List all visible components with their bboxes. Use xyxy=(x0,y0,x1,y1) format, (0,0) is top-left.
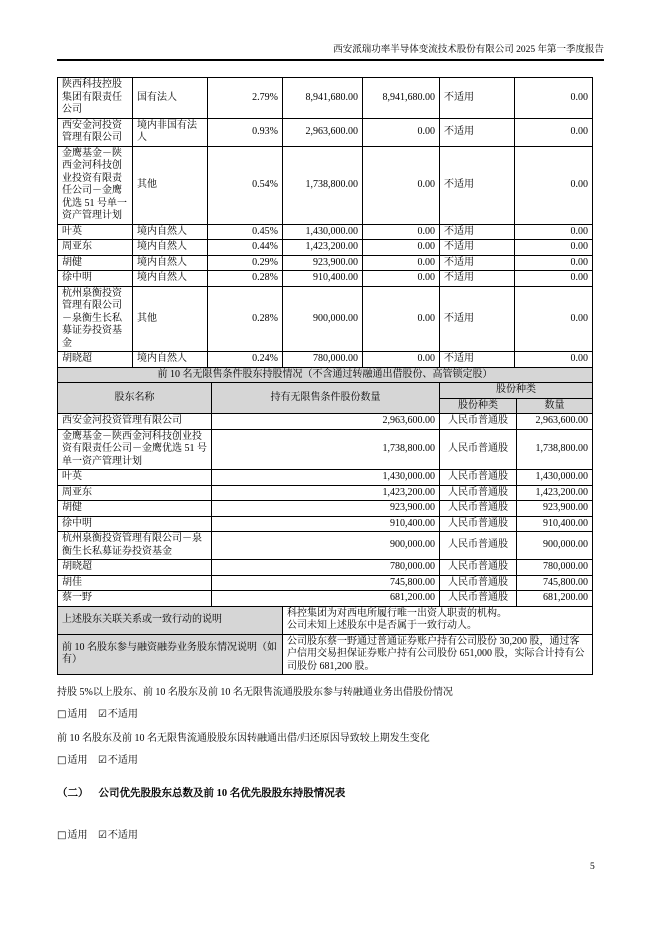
share-class-cell: 人民币普通股 xyxy=(440,575,517,591)
shareholder-name-cell: 徐中明 xyxy=(58,271,133,287)
applicable-label: 适用 xyxy=(67,755,88,766)
unrestricted-shareholders-table xyxy=(57,367,593,607)
share-class-quantity-cell: 1,423,200.00 xyxy=(517,485,593,501)
shareholding-ratio-cell: 0.45% xyxy=(208,224,283,240)
pledge-quantity-cell: 0.00 xyxy=(515,271,593,287)
checkbox-unchecked-icon: □ xyxy=(57,755,67,766)
table-row xyxy=(58,591,593,607)
pledge-quantity-cell: 0.00 xyxy=(515,352,593,368)
share-class-quantity-cell: 745,800.00 xyxy=(517,575,593,591)
shareholder-nature-cell: 境内自然人 xyxy=(133,240,208,256)
col-header-share-quantity: 数量 xyxy=(517,398,593,414)
pledge-quantity-cell: 0.00 xyxy=(515,255,593,271)
table-row xyxy=(58,146,593,224)
section-title-row xyxy=(58,367,593,383)
note-content-line: 科控集团为对西电所履行唯一出资人职责的机构。 xyxy=(287,607,507,619)
applicability-row xyxy=(57,829,604,842)
unrestricted-shares-cell: 900,000.00 xyxy=(212,532,440,560)
shareholder-name-cell: 胡健 xyxy=(58,501,212,517)
unrestricted-shares-cell: 1,430,000.00 xyxy=(212,470,440,486)
share-class-quantity-cell: 1,430,000.00 xyxy=(517,470,593,486)
shareholder-nature-cell: 国有法人 xyxy=(133,78,208,119)
shares-held-cell: 2,963,600.00 xyxy=(283,118,363,146)
shareholder-name-cell: 叶英 xyxy=(58,224,133,240)
table-row xyxy=(58,271,593,287)
share-class-quantity-cell: 900,000.00 xyxy=(517,532,593,560)
col-header-shareholder-name: 股东名称 xyxy=(58,383,212,414)
applicable-label: 适用 xyxy=(67,830,88,841)
share-class-quantity-cell: 1,738,800.00 xyxy=(517,429,593,470)
table-row xyxy=(58,532,593,560)
shareholder-name-cell: 杭州泉衡投资管理有限公司－泉衡生长私募证券投资基金 xyxy=(58,286,133,352)
not-applicable-label: 不适用 xyxy=(107,709,138,720)
section-title: 前 10 名无限售条件股东持股情况（不含通过转融通出借股份、高管锁定股） xyxy=(58,367,593,383)
shareholder-name-cell: 金鹰基金－陕西金河科技创业投资有限责任公司－金鹰优选 51 号单一资产管理计划 xyxy=(58,146,133,224)
note-content-line: 公司未知上述股东中是否属于一致行动人。 xyxy=(287,620,477,631)
table-row xyxy=(58,575,593,591)
shareholder-name-cell: 周亚东 xyxy=(58,240,133,256)
shares-held-cell: 910,400.00 xyxy=(283,271,363,287)
restricted-shares-cell: 8,941,680.00 xyxy=(363,78,440,119)
shareholder-name-cell: 西安金河投资管理有限公司 xyxy=(58,414,212,430)
shareholding-ratio-cell: 0.24% xyxy=(208,352,283,368)
table-row xyxy=(58,286,593,352)
note-row xyxy=(58,634,593,675)
table-row xyxy=(58,240,593,256)
checkbox-unchecked-icon: □ xyxy=(57,709,67,720)
pledge-status-cell: 不适用 xyxy=(440,78,515,119)
shareholder-name-cell: 徐中明 xyxy=(58,516,212,532)
not-applicable-label: 不适用 xyxy=(107,755,138,766)
page-content xyxy=(57,0,604,842)
restricted-shares-cell: 0.00 xyxy=(363,255,440,271)
pledge-status-cell: 不适用 xyxy=(440,240,515,256)
pledge-status-cell: 不适用 xyxy=(440,255,515,271)
pledge-quantity-cell: 0.00 xyxy=(515,78,593,119)
pledge-status-cell: 不适用 xyxy=(440,118,515,146)
top10-shareholders-table xyxy=(57,77,593,368)
shareholding-ratio-cell: 0.28% xyxy=(208,271,283,287)
shareholder-name-cell: 西安金河投资管理有限公司 xyxy=(58,118,133,146)
table-row xyxy=(58,516,593,532)
shares-held-cell: 923,900.00 xyxy=(283,255,363,271)
share-class-quantity-cell: 923,900.00 xyxy=(517,501,593,517)
share-class-cell: 人民币普通股 xyxy=(440,516,517,532)
shareholder-name-cell: 金鹰基金－陕西金河科技创业投资有限责任公司－金鹰优选 51 号单一资产管理计划 xyxy=(58,429,212,470)
share-class-cell: 人民币普通股 xyxy=(440,501,517,517)
unrestricted-shares-cell: 923,900.00 xyxy=(212,501,440,517)
not-applicable-option xyxy=(98,830,138,841)
table-row xyxy=(58,501,593,517)
shareholder-name-cell: 陕西科技控股集团有限责任公司 xyxy=(58,78,133,119)
shares-held-cell: 900,000.00 xyxy=(283,286,363,352)
shareholding-ratio-cell: 2.79% xyxy=(208,78,283,119)
pledge-status-cell: 不适用 xyxy=(440,224,515,240)
shareholding-ratio-cell: 0.44% xyxy=(208,240,283,256)
table-row xyxy=(58,352,593,368)
share-class-cell: 人民币普通股 xyxy=(440,532,517,560)
shares-held-cell: 1,738,800.00 xyxy=(283,146,363,224)
shareholder-name-cell: 周亚东 xyxy=(58,485,212,501)
section-number: （二） xyxy=(57,788,89,799)
shareholder-nature-cell: 境内非国有法人 xyxy=(133,118,208,146)
note-content xyxy=(283,634,593,675)
share-class-quantity-cell: 780,000.00 xyxy=(517,560,593,576)
page-header-title: 西安派瑞功率半导体变流技术股份有限公司 2025 年第一季度报告 xyxy=(333,45,604,55)
shareholding-ratio-cell: 0.93% xyxy=(208,118,283,146)
unrestricted-shares-cell: 910,400.00 xyxy=(212,516,440,532)
shareholder-name-cell: 胡健 xyxy=(58,255,133,271)
not-applicable-label: 不适用 xyxy=(107,830,138,841)
table-row xyxy=(58,255,593,271)
shareholder-nature-cell: 境内自然人 xyxy=(133,224,208,240)
note-content-line: 公司股东蔡一野通过普通证券账户持有公司股份 30,200 股，通过客户信用交易担保证券账户持有公司股份 651,000 股，实际合计持有公司股份 681,200 股。 xyxy=(287,635,585,672)
table-row xyxy=(58,485,593,501)
shareholder-name-cell: 叶英 xyxy=(58,470,212,486)
note-row xyxy=(58,606,593,634)
restricted-shares-cell: 0.00 xyxy=(363,224,440,240)
header-row xyxy=(58,383,593,399)
unrestricted-shares-cell: 1,423,200.00 xyxy=(212,485,440,501)
pledge-quantity-cell: 0.00 xyxy=(515,240,593,256)
shareholding-ratio-cell: 0.54% xyxy=(208,146,283,224)
shareholder-name-cell: 蔡一野 xyxy=(58,591,212,607)
restricted-shares-cell: 0.00 xyxy=(363,352,440,368)
share-class-cell: 人民币普通股 xyxy=(440,414,517,430)
shareholder-name-cell: 胡晓超 xyxy=(58,352,133,368)
shares-held-cell: 1,430,000.00 xyxy=(283,224,363,240)
shareholding-ratio-cell: 0.28% xyxy=(208,286,283,352)
checkbox-checked-icon: ☑ xyxy=(97,709,107,720)
pledge-status-cell: 不适用 xyxy=(440,286,515,352)
shareholder-nature-cell: 境内自然人 xyxy=(133,352,208,368)
shareholder-notes-table xyxy=(57,606,593,676)
shareholder-nature-cell: 其他 xyxy=(133,286,208,352)
table-row xyxy=(58,560,593,576)
share-class-cell: 人民币普通股 xyxy=(440,429,517,470)
share-class-cell: 人民币普通股 xyxy=(440,485,517,501)
table-row xyxy=(58,470,593,486)
share-class-quantity-cell: 910,400.00 xyxy=(517,516,593,532)
col-header-share-class: 股份种类 xyxy=(440,398,517,414)
note-label: 前 10 名股东参与融资融券业务股东情况说明（如有） xyxy=(58,634,283,675)
restricted-shares-cell: 0.00 xyxy=(363,118,440,146)
header-rule xyxy=(57,59,604,61)
col-header-unrestricted-qty: 持有无限售条件股份数量 xyxy=(212,383,440,414)
lending-business-statement: 持股 5%以上股东、前 10 名股东及前 10 名无限售流通股股东参与转融通业务出借股份情况 xyxy=(57,687,453,698)
pledge-quantity-cell: 0.00 xyxy=(515,224,593,240)
shareholder-name-cell: 胡佳 xyxy=(58,575,212,591)
table-row xyxy=(58,414,593,430)
applicable-option xyxy=(57,830,87,841)
note-label: 上述股东关联关系或一致行动的说明 xyxy=(58,606,283,634)
refinancing-change-statement: 前 10 名股东及前 10 名无限售流通股股东因转融通出借/归还原因导致较上期发生变化 xyxy=(57,733,430,744)
applicability-row xyxy=(57,708,604,721)
section-title-text: 公司优先股股东总数及前 10 名优先股股东持股情况表 xyxy=(98,788,346,799)
checkbox-checked-icon: ☑ xyxy=(97,755,107,766)
restricted-shares-cell: 0.00 xyxy=(363,271,440,287)
share-class-cell: 人民币普通股 xyxy=(440,591,517,607)
pledge-quantity-cell: 0.00 xyxy=(515,146,593,224)
shareholder-nature-cell: 其他 xyxy=(133,146,208,224)
applicable-label: 适用 xyxy=(67,709,88,720)
applicability-row xyxy=(57,754,604,767)
not-applicable-option xyxy=(98,755,138,766)
checkbox-checked-icon: ☑ xyxy=(97,830,107,841)
unrestricted-shares-cell: 681,200.00 xyxy=(212,591,440,607)
applicable-option xyxy=(57,755,87,766)
unrestricted-shares-cell: 1,738,800.00 xyxy=(212,429,440,470)
table-row xyxy=(58,118,593,146)
shares-held-cell: 780,000.00 xyxy=(283,352,363,368)
note-content xyxy=(283,606,593,634)
shareholder-nature-cell: 境内自然人 xyxy=(133,255,208,271)
share-class-cell: 人民币普通股 xyxy=(440,470,517,486)
pledge-status-cell: 不适用 xyxy=(440,271,515,287)
restricted-shares-cell: 0.00 xyxy=(363,146,440,224)
table-row xyxy=(58,224,593,240)
pledge-quantity-cell: 0.00 xyxy=(515,286,593,352)
checkbox-unchecked-icon: □ xyxy=(57,830,67,841)
restricted-shares-cell: 0.00 xyxy=(363,240,440,256)
unrestricted-shares-cell: 2,963,600.00 xyxy=(212,414,440,430)
page-number: 5 xyxy=(590,862,595,872)
share-class-quantity-cell: 2,963,600.00 xyxy=(517,414,593,430)
not-applicable-option xyxy=(98,709,138,720)
col-header-share-class-group: 股份种类 xyxy=(440,383,593,399)
shares-held-cell: 1,423,200.00 xyxy=(283,240,363,256)
applicable-option xyxy=(57,709,87,720)
unrestricted-shares-cell: 780,000.00 xyxy=(212,560,440,576)
shareholder-name-cell: 杭州泉衡投资管理有限公司－泉衡生长私募证券投资基金 xyxy=(58,532,212,560)
restricted-shares-cell: 0.00 xyxy=(363,286,440,352)
share-class-quantity-cell: 681,200.00 xyxy=(517,591,593,607)
share-class-cell: 人民币普通股 xyxy=(440,560,517,576)
shares-held-cell: 8,941,680.00 xyxy=(283,78,363,119)
pledge-status-cell: 不适用 xyxy=(440,352,515,368)
section-heading xyxy=(57,787,604,801)
shareholder-name-cell: 胡晓超 xyxy=(58,560,212,576)
unrestricted-shares-cell: 745,800.00 xyxy=(212,575,440,591)
table-row xyxy=(58,429,593,470)
pledge-quantity-cell: 0.00 xyxy=(515,118,593,146)
shareholding-ratio-cell: 0.29% xyxy=(208,255,283,271)
shareholder-nature-cell: 境内自然人 xyxy=(133,271,208,287)
pledge-status-cell: 不适用 xyxy=(440,146,515,224)
table-row xyxy=(58,78,593,119)
